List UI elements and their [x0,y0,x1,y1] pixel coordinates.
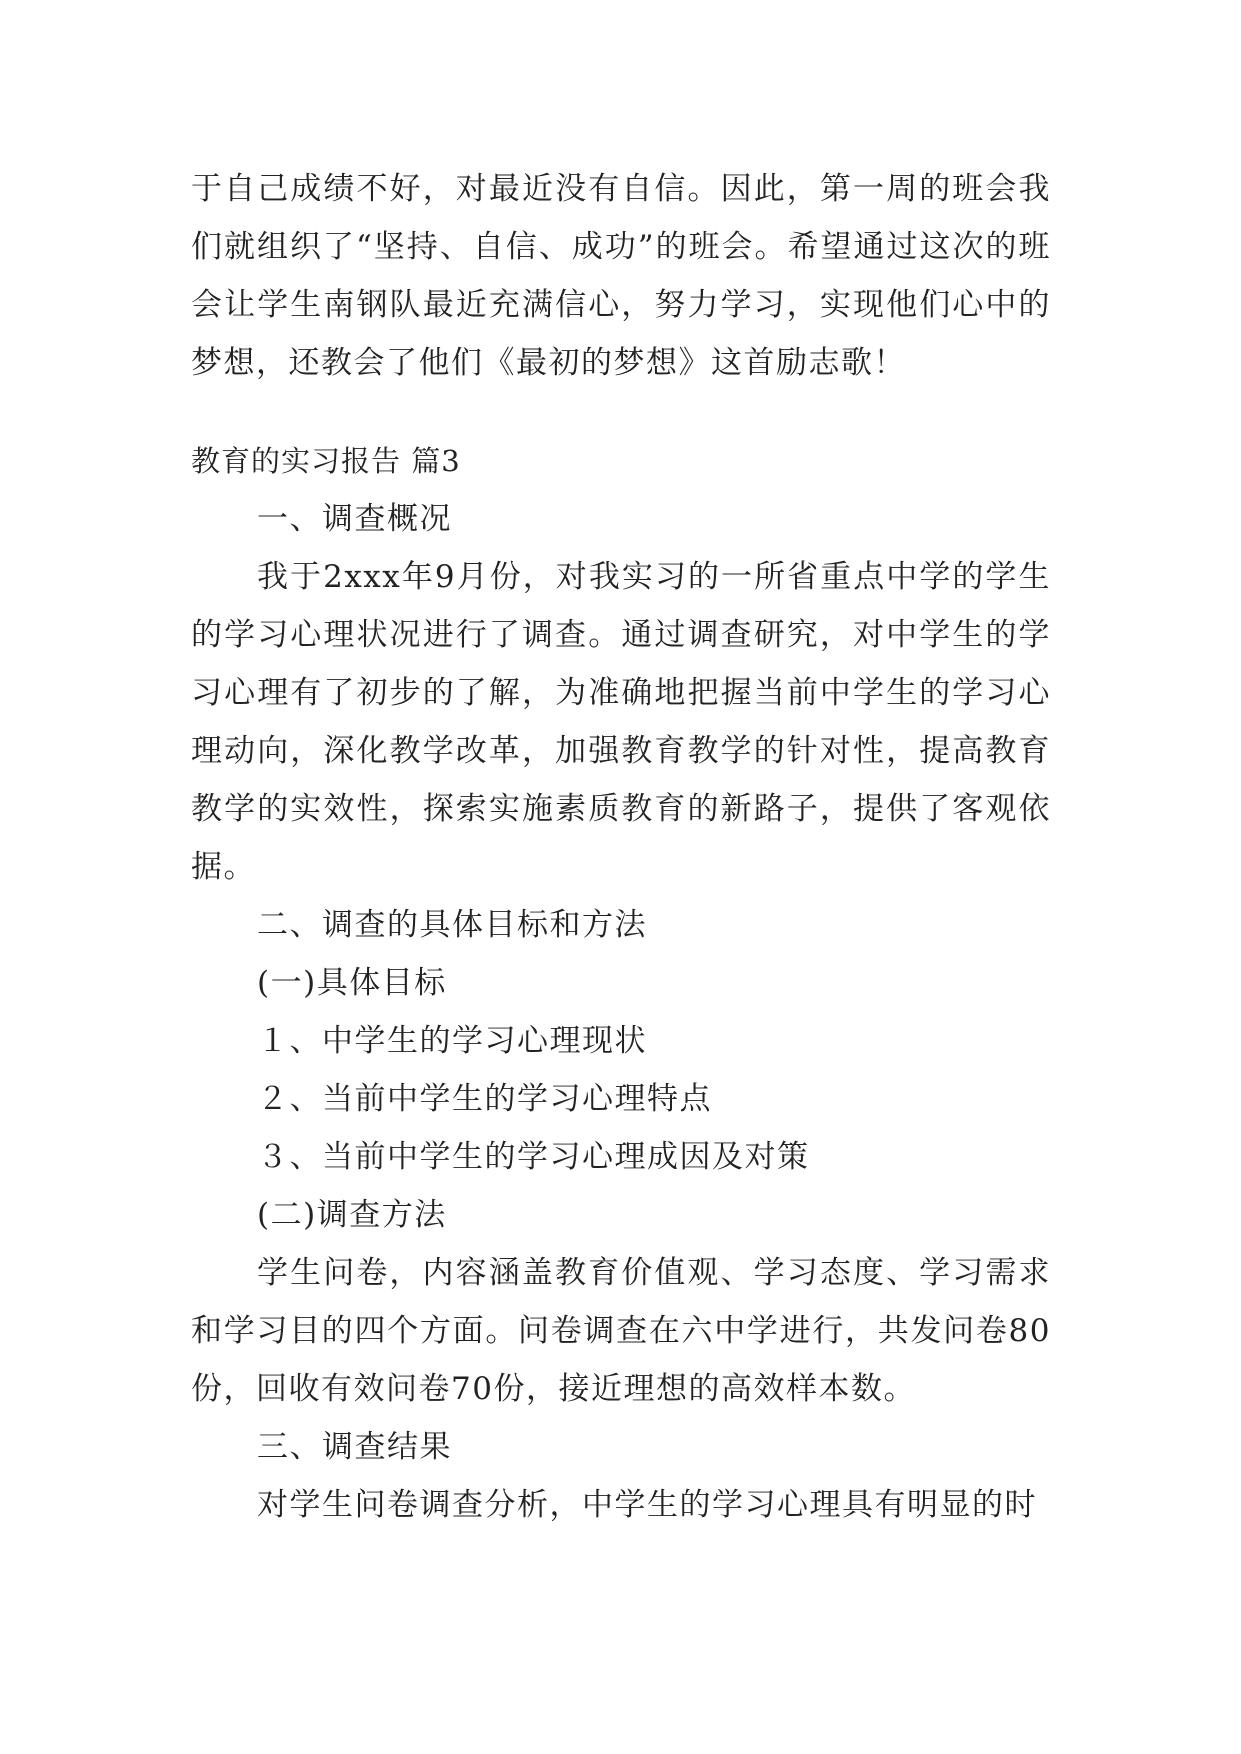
goal-item-1: １、中学生的学习心理现状 [257,1023,647,1059]
results-paragraph: 对学生问卷调查分析，中学生的学习心理具有明显的时 [257,1487,1037,1523]
overview-paragraph: 我于2xxx年9月份，对我实习的一所省重点中学的学生的学习心理状况进行了调查。通过调查研究，对中学生的学习心理有了初步的了解，为准确地把握当前中学生的学习心理动向，深化教学改革，加强教育教学的针对性，提高教育教学的实效性，探索实施素质教育的新路子，提供了客观依据。 [191,559,1051,885]
section-title: 教育的实习报告 篇3 [191,444,461,478]
method-paragraph: 学生问卷，内容涵盖教育价值观、学习态度、学习需求和学习目的四个方面。问卷调查在六中学进行，共发问卷80份，回收有效问卷70份，接近理想的高效样本数。 [191,1255,1051,1407]
overview-heading: 一、调查概况 [257,501,452,537]
results-heading: 三、调查结果 [257,1429,452,1465]
goal-item-3: ３、当前中学生的学习心理成因及对策 [257,1139,810,1175]
goal-item-2: ２、当前中学生的学习心理特点 [257,1081,712,1117]
goals-subheading-1: (一)具体目标 [257,965,447,1001]
goals-heading: 二、调查的具体目标和方法 [257,907,647,943]
paragraph-continuation: 于自己成绩不好，对最近没有自信。因此，第一周的班会我们就组织了“坚持、自信、成功”的班会。希望通过这次的班会让学生南钢队最近充满信心，努力学习，实现他们心中的梦想，还教会了他们《最初的梦想》这首励志歌！ [191,171,1051,381]
document-body [191,160,1051,1534]
goals-subheading-2: (二)调查方法 [257,1197,447,1233]
